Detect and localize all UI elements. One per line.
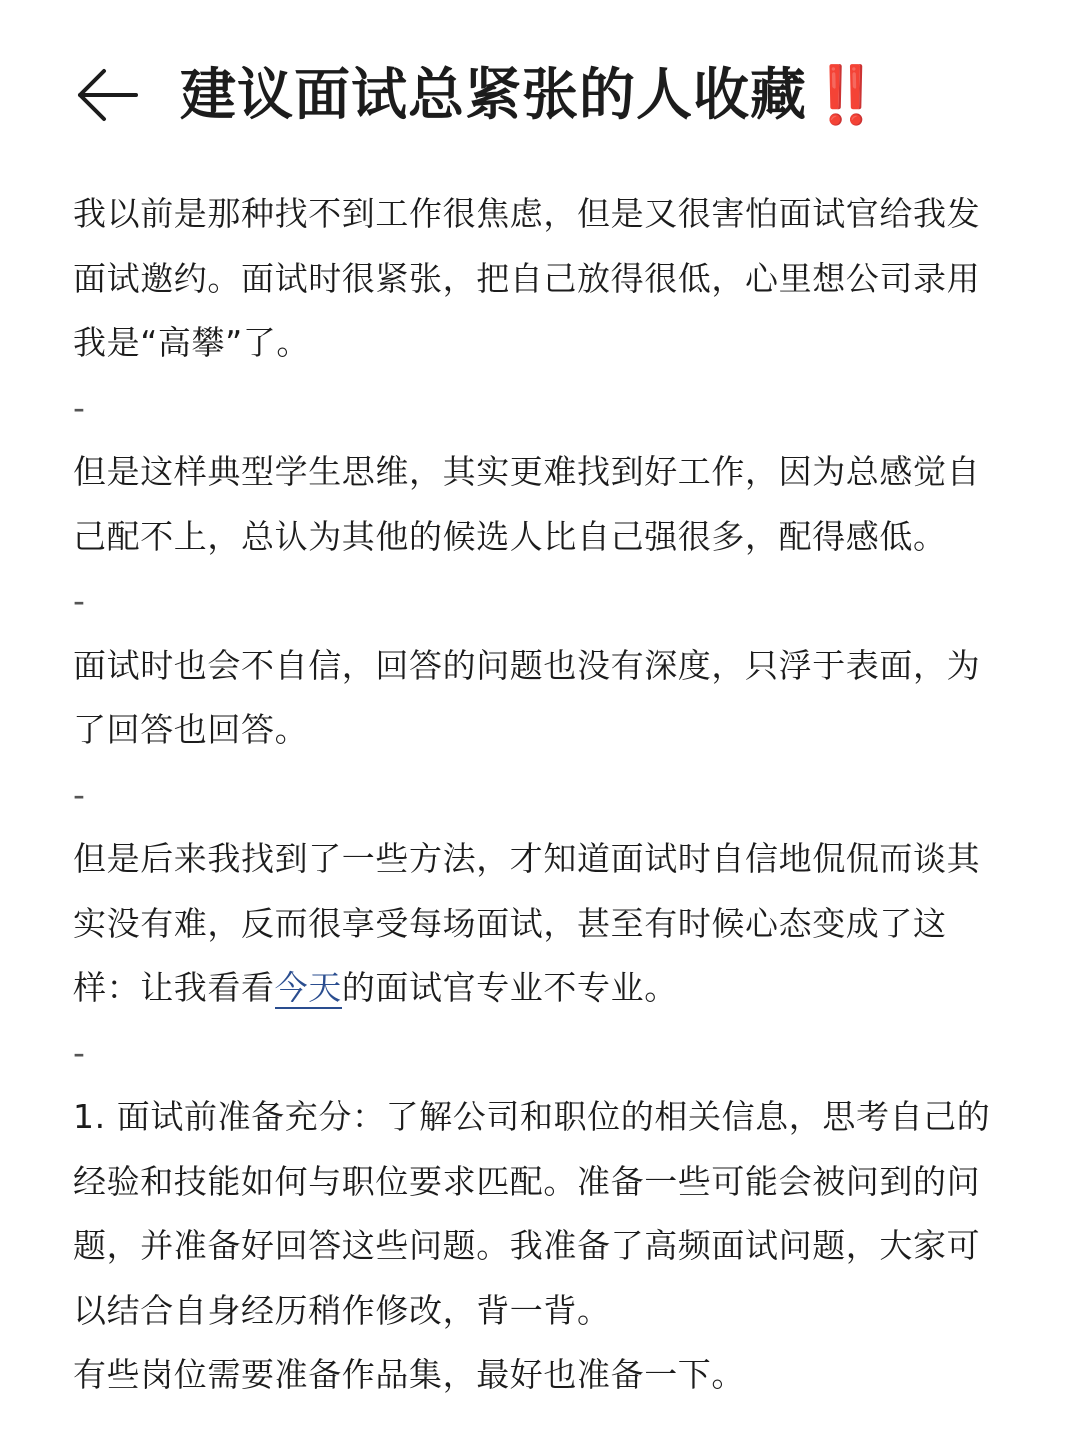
paragraph-portfolio: 有些岗位需要准备作品集，最好也准备一下。 xyxy=(73,1355,745,1394)
title-text: 建议面试总紧张的人收藏 xyxy=(180,63,807,128)
separator: - xyxy=(73,581,86,620)
paragraph-methods-text: 但是后来我找到了一些方法，才知道面试时自信地侃侃而谈其实没有难，反而很享受每场面试，甚至有时候心态变成了这样：让我看看 xyxy=(73,839,981,1007)
post-body xyxy=(73,182,1013,1408)
topic-link[interactable]: 今天 xyxy=(274,968,342,1007)
double-exclamation-icon: ‼️ xyxy=(811,63,882,128)
paragraph-methods xyxy=(73,827,1013,1021)
header xyxy=(0,0,1080,190)
separator: - xyxy=(73,1032,86,1072)
page-title xyxy=(180,58,882,134)
paragraph-intro: 我以前是那种找不到工作很焦虑，但是又很害怕面试官给我发面试邀约。面试时很紧张，把自己放得很低，心里想公司录用我是“高攀”了。 xyxy=(73,194,981,362)
separator: - xyxy=(73,387,86,427)
paragraph-methods-tail: 的面试官专业不专业。 xyxy=(341,968,678,1007)
arrow-left-icon xyxy=(74,60,144,130)
back-button[interactable] xyxy=(74,60,144,130)
paragraph-student-mindset: 但是这样典型学生思维，其实更难找到好工作，因为总感觉自己配不上，总认为其他的候选人比自己强很多，配得感低。 xyxy=(73,452,981,556)
paragraph-tip-1: 1. 面试前准备充分：了解公司和职位的相关信息，思考自己的经验和技能如何与职位要求匹配。准备一些可能会被问到的问题，并准备好回答这些问题。我准备了高频面试问题，大家可以结合自身经历稍作修改，背一背。 xyxy=(73,1097,991,1330)
paragraph-lack-confidence: 面试时也会不自信，回答的问题也没有深度，只浮于表面，为了回答也回答。 xyxy=(73,645,981,749)
separator: - xyxy=(73,774,86,814)
